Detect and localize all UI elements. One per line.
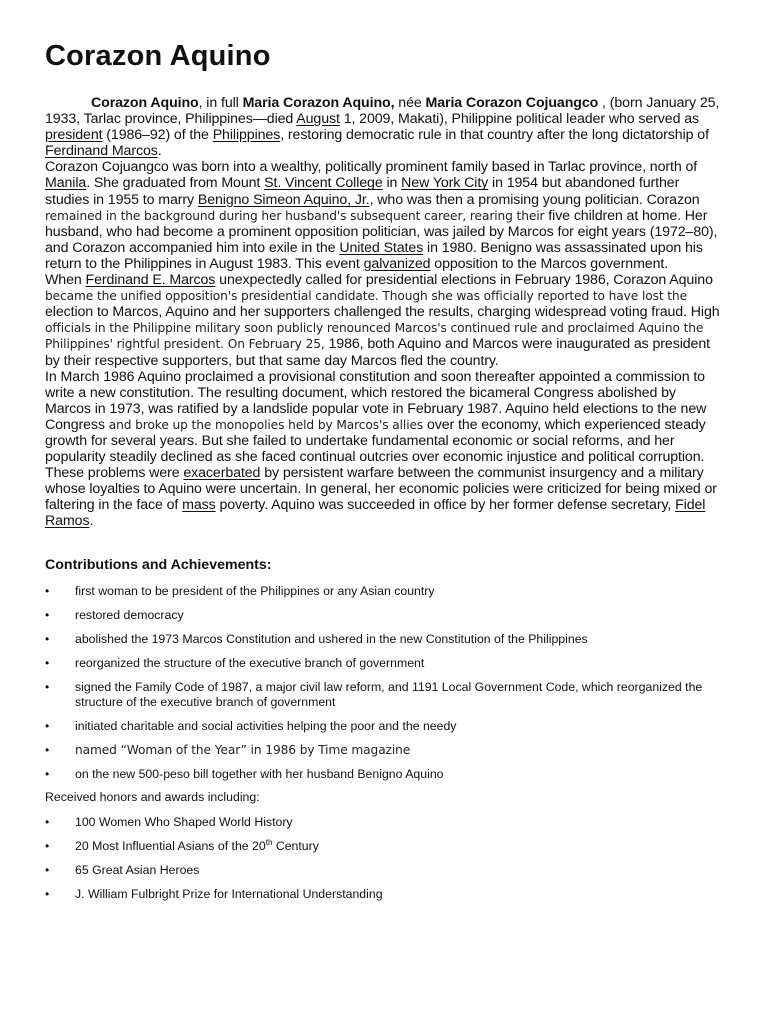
list-item: • signed the Family Code of 1987, a major civil law reform, and 1191 Local Government Code, which reorganized the structure of the executive branch of government bbox=[45, 679, 703, 709]
full-name: Maria Corazon Aquino, bbox=[242, 95, 395, 111]
bullet-icon: • bbox=[45, 718, 50, 733]
early-life-paragraph: Corazon Cojuangco was born into a wealthy, politically prominent family based in Tarlac province, north of Manila. She graduated from Mount St. Vincent College in New York City in 1954 but abandoned further studies in 1955 to marry Benigno Simeon Aquino, Jr., who was then a promising young politician. Corazon remained in the background during her husband's subsequent career, rearing their five children at home. Her husband, who had become a prominent opposition politician, was jailed by Marcos for eight years (1972–80), and Corazon accompanied him into exile in the United States in 1980. Benigno was assassinated upon his return to the Philippines in August 1983. This event galvanized opposition to the Marcos government. bbox=[45, 159, 718, 272]
page-title: Corazon Aquino bbox=[45, 40, 271, 72]
bullet-icon: • bbox=[45, 862, 50, 877]
document-page bbox=[45, 40, 723, 911]
contributions-list bbox=[45, 584, 723, 782]
list-item: • reorganized the structure of the executive branch of government bbox=[45, 655, 425, 670]
list-item: • 20 Most Influential Asians of the 20th Century bbox=[45, 837, 319, 853]
link-united-states[interactable]: United States bbox=[339, 239, 424, 256]
list-item: • initiated charitable and social activities helping the poor and the needy bbox=[45, 718, 457, 733]
list-item: • abolished the 1973 Marcos Constitution and ushered in the new Constitution of the Philippines bbox=[45, 631, 588, 646]
intro-paragraph: Corazon Aquino, in full Maria Corazon Aquino, née Maria Corazon Cojuangco , (born January 25, 1933, Tarlac province, Philippines—died August 1, 2009, Makati), Philippine political leader who served as president (1986–92) of the Philippines, restoring democratic rule in that country after the long dictatorship of Ferdinand Marcos. bbox=[45, 95, 720, 160]
list-item: • 65 Great Asian Heroes bbox=[45, 862, 200, 877]
birth-name: Maria Corazon Cojuangco bbox=[425, 95, 599, 111]
link-galvanized[interactable]: galvanized bbox=[363, 255, 431, 272]
bullet-icon: • bbox=[45, 679, 50, 694]
link-president[interactable]: president bbox=[45, 127, 103, 144]
list-item: • first woman to be president of the Philippines or any Asian country bbox=[45, 583, 435, 598]
link-ferdinand-marcos[interactable]: Ferdinand Marcos bbox=[45, 143, 158, 160]
subject-name: Corazon Aquino bbox=[91, 95, 199, 111]
link-august[interactable]: August bbox=[296, 111, 340, 128]
link-benigno-aquino[interactable]: Benigno Simeon Aquino, Jr. bbox=[197, 191, 370, 208]
election-paragraph: When Ferdinand E. Marcos unexpectedly called for presidential elections in February 1986, Corazon Aquino became the unified opposition's presidential candidate. Though she was officially reported to have lost the election to Marcos, Aquino and her supporters challenged the results, charging widespread voting fraud. High officials in the Philippine military soon publicly renounced Marcos's continued rule and proclaimed Aquino the Philippines' rightful president. On February 25, 1986, both Aquino and Marcos were inaugurated as president by their respective supporters, but that same day Marcos fled the country. bbox=[45, 272, 720, 369]
bullet-icon: • bbox=[45, 886, 50, 901]
bullet-icon: • bbox=[45, 655, 50, 670]
list-item: • on the new 500-peso bill together with her husband Benigno Aquino bbox=[45, 766, 444, 781]
link-st-vincent-college[interactable]: St. Vincent College bbox=[264, 175, 383, 192]
link-philippines[interactable]: Philippines bbox=[212, 127, 281, 144]
list-item: • J. William Fulbright Prize for International Understanding bbox=[45, 886, 383, 901]
list-item: • named “Woman of the Year” in 1986 by Time magazine bbox=[45, 742, 411, 757]
article-body bbox=[45, 95, 723, 530]
bullet-icon: • bbox=[45, 766, 50, 781]
list-item: • 100 Women Who Shaped World History bbox=[45, 814, 293, 829]
contributions-heading: Contributions and Achievements: bbox=[45, 556, 272, 573]
bullet-icon: • bbox=[45, 814, 50, 829]
bullet-icon: • bbox=[45, 742, 50, 757]
link-manila[interactable]: Manila bbox=[45, 175, 87, 192]
honors-list bbox=[45, 815, 723, 902]
bullet-icon: • bbox=[45, 607, 50, 622]
link-fidel-ramos[interactable]: Fidel Ramos bbox=[45, 497, 706, 530]
link-mass[interactable]: mass bbox=[182, 497, 216, 514]
bullet-icon: • bbox=[45, 838, 50, 853]
link-new-york-city[interactable]: New York City bbox=[401, 175, 489, 192]
bullet-icon: • bbox=[45, 631, 50, 646]
link-ferdinand-e-marcos[interactable]: Ferdinand E. Marcos bbox=[85, 272, 216, 289]
bullet-icon: • bbox=[45, 583, 50, 598]
link-exacerbated[interactable]: exacerbated bbox=[183, 465, 261, 482]
honors-label: Received honors and awards including: bbox=[45, 789, 260, 804]
list-item: • restored democracy bbox=[45, 607, 184, 622]
presidency-paragraph: In March 1986 Aquino proclaimed a provisional constitution and soon thereafter appointed a commission to write a new constitution. The resulting document, which restored the bicameral Congress abolished by Marcos in 1973, was ratified by a landslide popular vote in February 1987. Aquino held elections to the new Congress and broke up the monopolies held by Marcos's allies over the economy, which experienced steady growth for several years. But she failed to undertake fundamental economic or social reforms, and her popularity steadily declined as she faced continual outcries over economic injustice and political corruption. These problems were exacerbated by persistent warfare between the communist insurgency and a military whose loyalties to Aquino were uncertain. In general, her economic policies were criticized for being mixed or faltering in the face of mass poverty. Aquino was succeeded in office by her former defense secretary, Fidel Ramos. bbox=[45, 368, 717, 530]
